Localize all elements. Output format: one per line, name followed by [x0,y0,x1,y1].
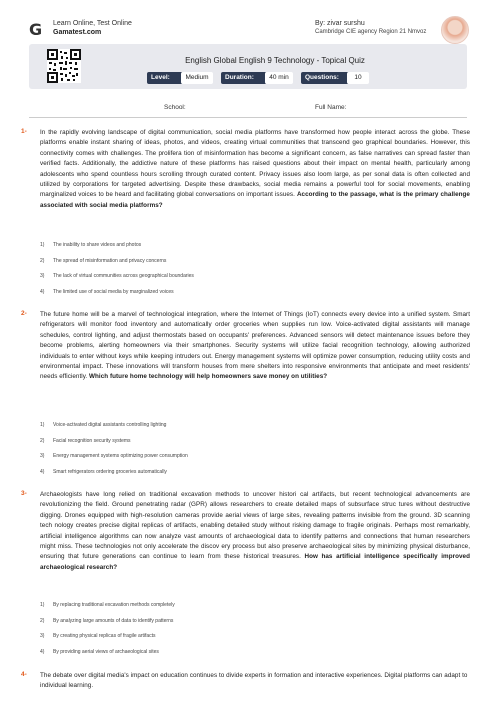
option-text: The limited use of social media by marginalized voices [53,288,174,295]
quiz-title: English Global English 9 Technology - Topical Quiz [185,56,365,65]
option-3[interactable] [40,633,470,649]
option-letter: 2) [40,617,45,624]
option-letter: 1) [40,602,45,608]
option-2[interactable] [40,618,470,634]
option-1[interactable] [40,602,470,618]
qr-code-icon [47,49,81,83]
avatar [441,16,469,44]
option-text: By creating physical replicas of fragile artifacts [53,633,156,639]
site-logo-icon[interactable]: G [29,20,43,39]
option-text: By replacing traditional excavation methods completely [53,602,175,608]
site-tagline: Learn Online, Test Online [53,20,132,27]
question-prompt: Which future home technology will help homeowners save money on utilities? [89,373,328,381]
question-number: 2- [21,310,27,317]
questions-label: Questions: [301,72,349,84]
option-letter: 1) [40,422,45,428]
question-passage [40,671,470,692]
question-prompt: How has artificial intelligence specifically improved archaeological research? [40,553,470,571]
author-name: By: zivar surshu [315,20,365,27]
option-text: By analyzing large amounts of data to identify patterns [53,617,174,624]
author-organization: Cambridge CIE agency Region 21 Nmvoz [315,29,427,35]
options-list [40,242,470,304]
page-header [0,0,496,46]
question-prompt: According to the passage, what is the primary challenge associated with social media platforms? [40,191,470,209]
option-text: Voice-activated digital assistants controlling lighting [53,422,167,428]
option-letter: 4) [40,288,45,295]
option-text: Facial recognition security systems [53,437,131,444]
option-letter: 4) [40,648,45,655]
passage-text: In the rapidly evolving landscape of digital communication, social media platforms have transformed how people interact across the globe. These platforms enable instant sharing of ideas, photos, and videos, creating virtual communities that transcend geo graphical boundaries. However, this connectivity comes with challenges. The prolifera tion of misinformation has become a significant concern, as false narratives can spread faster than verified facts. Additionally, the addictive nature of these platforms has raised questions about their impact on mental health, particularly among adolescents who spend countless hours scrolling through curated content. Privacy issues also loom large, as per sonal data is often collected and utilized by corporations for targeted advertising. Despite these drawbacks, social media remains a powerful tool for social movements, enabling marginalized voices to be heard and facilitating global conversations on important issues. [40,129,470,199]
question-passage [40,128,470,211]
level-label: Level: [147,72,183,84]
question-number: 3- [21,490,27,497]
passage-text: The future home will be a marvel of technological integration, where the Internet of Things (IoT) connects every device into a unified system. Smart refrigerators will monitor food inventory and automatically order groceries when supplies run low. Voice-activated digital assistants will manage schedules, control lighting, and adjust thermostats based on occupants' preferences. Advanced sensors will detect maintenance issues before they become problems, alerting homeowners via their smartphones. Security systems will utilize facial recognition technology, allowing authorized individuals to enter without keys while keeping intruders out. Energy management systems will optimize power consumption, reducing utility costs and environmental impact. These innovations will transform houses from mere shelters into responsive environments that anticipate and meet residents' needs efficiently. [40,311,470,381]
option-letter: 3) [40,633,45,639]
site-name-link[interactable]: Gamatest.com [53,29,102,36]
option-text: Energy management systems optimizing power consumption [53,453,188,459]
option-2[interactable] [40,258,470,274]
option-1[interactable] [40,242,470,258]
option-2[interactable] [40,438,470,454]
option-text: The lack of virtual communities across geographical boundaries [53,273,194,279]
option-letter: 3) [40,453,45,459]
option-1[interactable] [40,422,470,438]
option-4[interactable] [40,289,470,305]
option-3[interactable] [40,273,470,289]
option-letter: 2) [40,437,45,444]
option-4[interactable] [40,469,470,485]
option-letter: 1) [40,242,45,248]
options-list [40,602,470,664]
option-text: Smart refrigerators ordering groceries automatically [53,468,167,475]
level-value: Medium [181,72,213,84]
options-list [40,422,470,484]
option-letter: 4) [40,468,45,475]
option-text: The spread of misinformation and privacy concerns [53,257,167,264]
option-text: The inability to share videos and photos [53,242,142,248]
option-3[interactable] [40,453,470,469]
question-number: 4- [21,671,27,678]
option-letter: 2) [40,257,45,264]
divider [29,117,467,118]
school-field-label: School: [164,104,186,111]
option-text: By providing aerial views of archaeological sites [53,648,159,655]
questions-value: 10 [347,72,369,84]
duration-label: Duration: [221,72,267,84]
question-passage [40,310,470,383]
full-name-field-label: Full Name: [315,104,347,111]
passage-text: Archaeologists have long relied on traditional excavation methods to uncover histori cal artifacts, but recent technological advancements are revolutionizing the field. Ground penetrating radar (GPR) allows researchers to create detailed maps of subsurface struc tures without destructive digging. Drones equipped with high-resolution cameras provide aerial views of large sites, revealing patterns invisible from the ground. 3D scanning tech nology creates precise digital replicas of artifacts, enabling detailed study without risking damage to fragile originals. Perhaps most remarkably, artificial intelligence algorithms can now analyze vast amounts of archaeological data to identify patterns and connections that human researchers might miss. These technologies not only accelerate the discov ery process but also preserve archaeological sites by minimizing physical disturbance, ensuring that future generations can continue to learn from these historical treasures. [40,491,470,561]
option-letter: 3) [40,273,45,279]
question-number: 1- [21,128,27,135]
passage-text: The debate over digital media's impact on education continues to divide experts in formation and interactive experiences. Digital platforms can adapt to individual learning. [40,672,468,690]
option-4[interactable] [40,649,470,665]
question-passage [40,490,470,573]
duration-value: 40 min [265,72,293,84]
